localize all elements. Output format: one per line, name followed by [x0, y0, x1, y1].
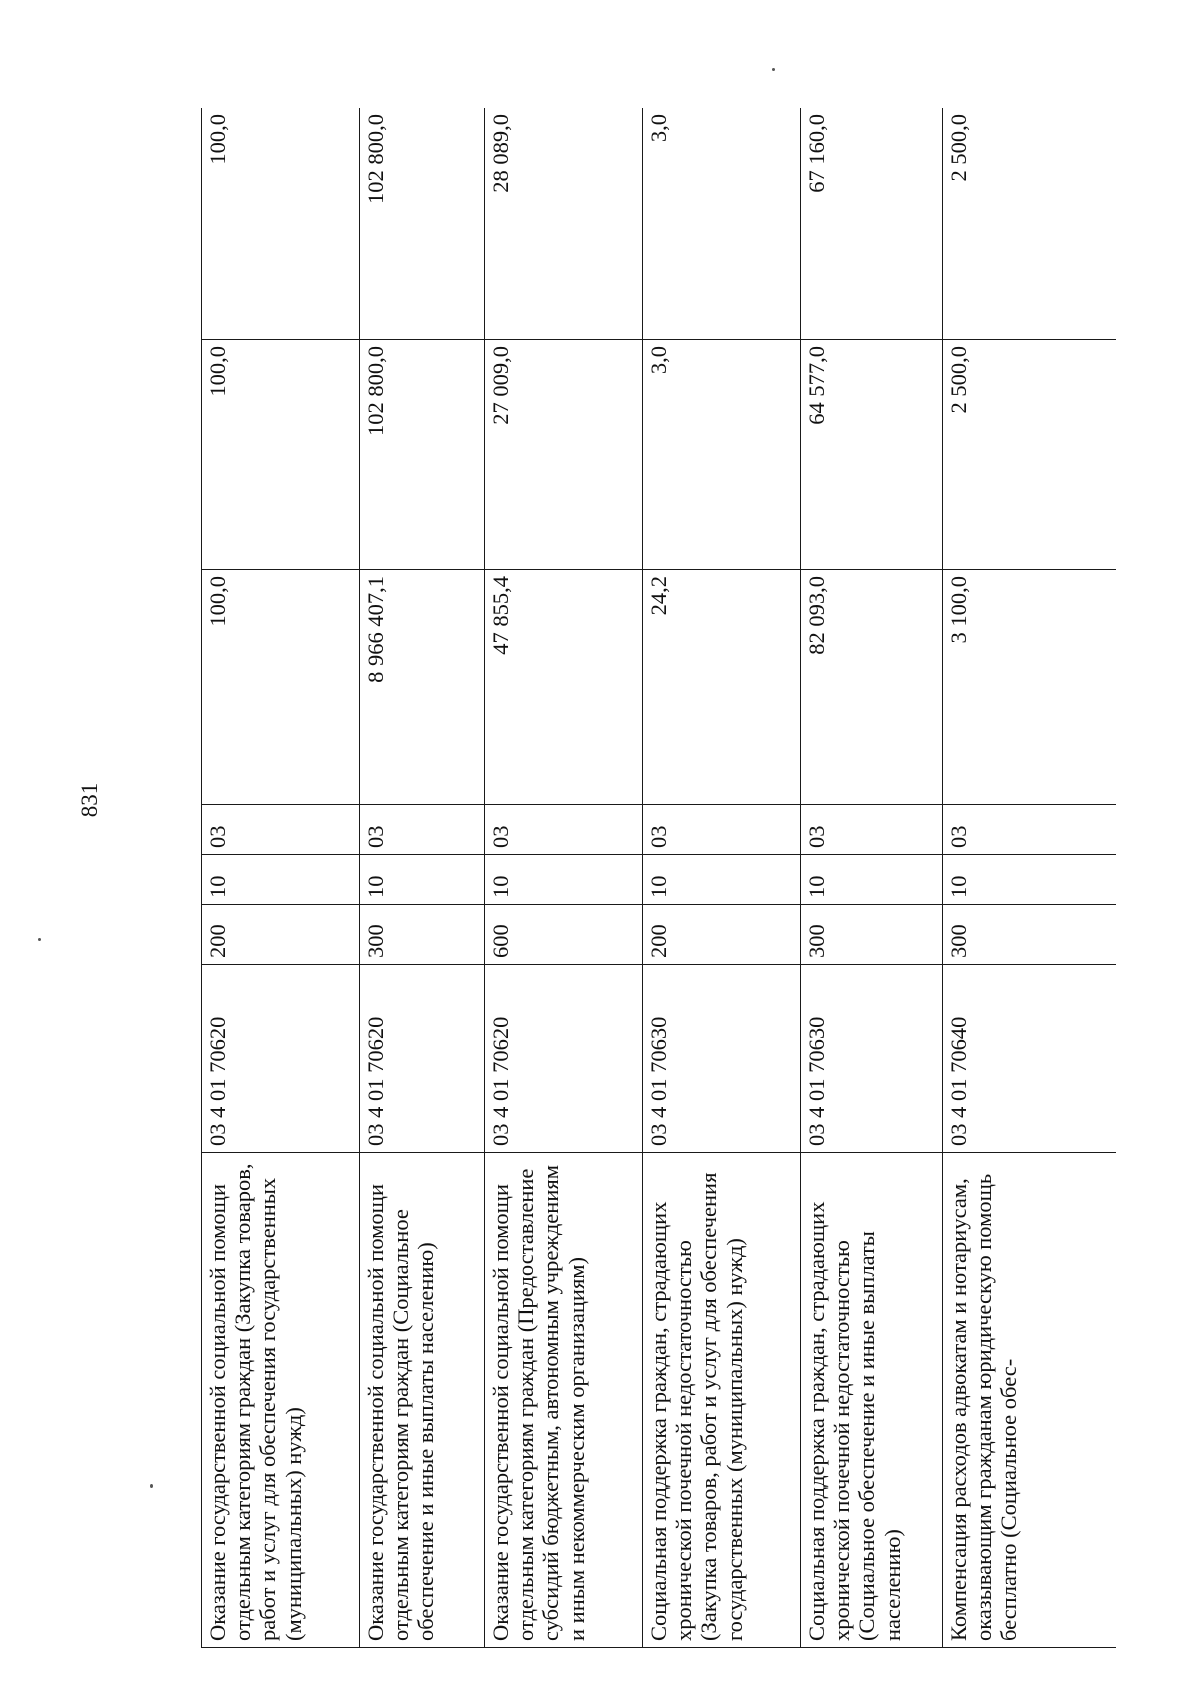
amount-1: 8 966 407,1	[360, 570, 485, 805]
budget-table-container	[201, 108, 1116, 1648]
target-code: 03 4 01 70620	[485, 965, 643, 1153]
amount-2: 3,0	[643, 340, 801, 570]
table-row	[485, 108, 643, 1648]
page-number: 831	[77, 782, 102, 818]
amount-2: 2 500,0	[943, 340, 1117, 570]
subsection: 03	[801, 805, 943, 855]
row-description: Компенсация расходов адвокатам и нотариусам, оказывающим гражданам юридическую помощь бесплатно (Социальное обес-	[943, 1153, 1117, 1648]
row-description: Оказание государственной социальной помощи отдельным категориям граждан (Социальное обеспечение и иные выплаты населению)	[360, 1153, 485, 1648]
subsection: 03	[485, 805, 643, 855]
amount-2: 64 577,0	[801, 340, 943, 570]
amount-2: 100,0	[202, 340, 360, 570]
amount-1: 82 093,0	[801, 570, 943, 805]
amount-3: 3,0	[643, 108, 801, 340]
scan-speck	[38, 938, 41, 941]
amount-1: 47 855,4	[485, 570, 643, 805]
target-code: 03 4 01 70640	[943, 965, 1117, 1153]
subsection: 03	[943, 805, 1117, 855]
expense-type: 200	[643, 905, 801, 965]
amount-3: 28 089,0	[485, 108, 643, 340]
amount-2: 102 800,0	[360, 340, 485, 570]
row-description: Социальная поддержка граждан, страдающих хронической почечной недостаточностью (Закупка товаров, работ и услуг для обеспечения государственных (муниципальных) нужд)	[643, 1153, 801, 1648]
table-row	[801, 108, 943, 1648]
target-code: 03 4 01 70620	[360, 965, 485, 1153]
subsection: 03	[643, 805, 801, 855]
amount-3: 2 500,0	[943, 108, 1117, 340]
amount-3: 100,0	[202, 108, 360, 340]
target-code: 03 4 01 70630	[801, 965, 943, 1153]
amount-3: 102 800,0	[360, 108, 485, 340]
amount-1: 24,2	[643, 570, 801, 805]
subsection: 03	[202, 805, 360, 855]
scan-speck	[150, 1484, 153, 1488]
row-description: Оказание государственной социальной помощи отдельным категориям граждан (Закупка товаров, работ и услуг для обеспечения государственных (муниципальных) нужд)	[202, 1153, 360, 1648]
row-description: Оказание государственной социальной помощи отдельным категориям граждан (Предоставление субсидий бюджетным, автономным учреждениям и иным некоммерческим организациям)	[485, 1153, 643, 1648]
table-row	[943, 108, 1117, 1648]
section: 10	[360, 855, 485, 905]
table-row	[202, 108, 360, 1648]
table-row	[643, 108, 801, 1648]
section: 10	[643, 855, 801, 905]
row-description: Социальная поддержка граждан, страдающих хронической почечной недостаточностью (Социальное обеспечение и иные выплаты населению)	[801, 1153, 943, 1648]
expense-type: 200	[202, 905, 360, 965]
amount-2: 27 009,0	[485, 340, 643, 570]
amount-1: 100,0	[202, 570, 360, 805]
target-code: 03 4 01 70620	[202, 965, 360, 1153]
expense-type: 300	[943, 905, 1117, 965]
scan-speck	[772, 68, 775, 71]
section: 10	[202, 855, 360, 905]
subsection: 03	[360, 805, 485, 855]
budget-table	[201, 108, 1116, 1648]
table-row	[360, 108, 485, 1648]
section: 10	[943, 855, 1117, 905]
section: 10	[485, 855, 643, 905]
expense-type: 300	[360, 905, 485, 965]
amount-1: 3 100,0	[943, 570, 1117, 805]
amount-3: 67 160,0	[801, 108, 943, 340]
target-code: 03 4 01 70630	[643, 965, 801, 1153]
section: 10	[801, 855, 943, 905]
expense-type: 300	[801, 905, 943, 965]
expense-type: 600	[485, 905, 643, 965]
